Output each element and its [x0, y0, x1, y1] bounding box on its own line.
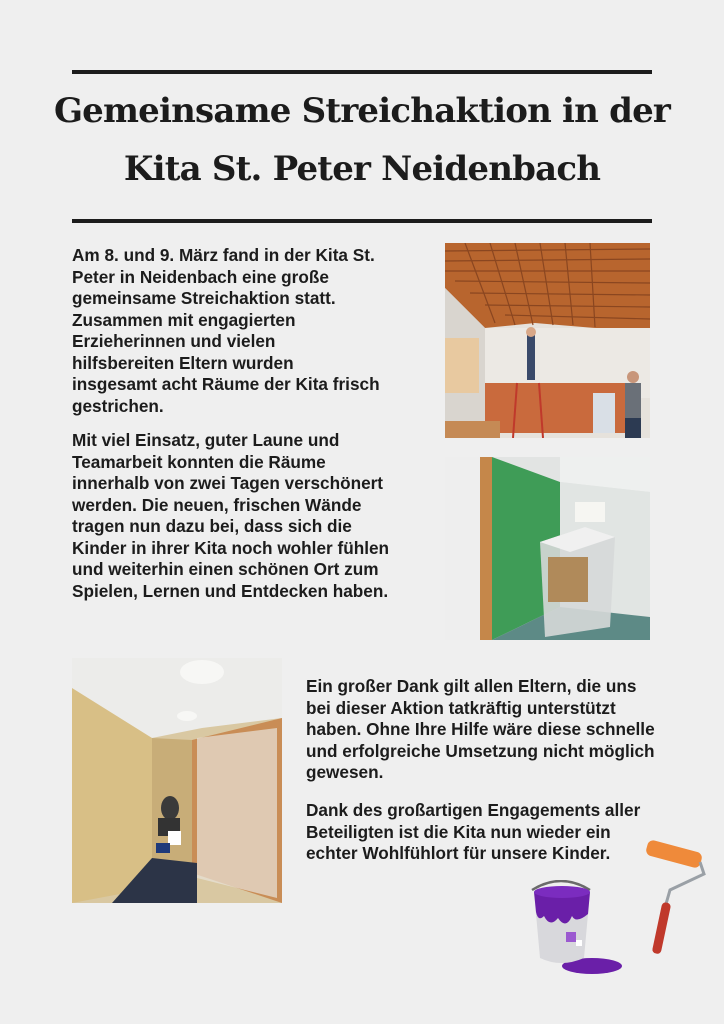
paint-bucket-icon: [526, 880, 624, 978]
paragraph-teamwork: Mit viel Einsatz, guter Laune und Teamarbeit konnten die Räume innerhalb von zwei Tagen verschönert werden. Die neuen, frischen Wände tragen nun dazu bei, dass sich die Kinder in ihrer Kita noch wohler fühlen und weiterhin einen schönen Ort zum Spielen, Lernen und Entdecken haben.: [72, 430, 390, 601]
title-line-1: Gemeinsame Streichaktion in der: [53, 91, 671, 131]
paragraph-intro: Am 8. und 9. März fand in der Kita St. Peter in Neidenbach eine große gemeinsame Streichaktion statt. Zusammen mit engagierten Erzieherinnen und vielen hilfsbereiten Eltern wurden insgesamt acht Räume der Kita frisch gestrichen.: [72, 245, 380, 416]
photo-green-wall-room: [445, 457, 650, 640]
photo-hallway-covered-cabinets: [72, 658, 282, 903]
top-divider: [72, 70, 652, 74]
paragraph-closing: Dank des großartigen Engagements aller Beteiligten ist die Kita nun wieder ein echter Wohlfühlort für unsere Kinder.: [306, 800, 641, 863]
page-title: [40, 82, 684, 198]
paragraph-thanks: Ein großer Dank gilt allen Eltern, die uns bei dieser Aktion tatkräftig unterstützt haben. Ohne Ihre Hilfe wäre diese schnelle und erfolgreiche Umsetzung nicht möglich gewesen.: [306, 676, 655, 782]
bottom-divider: [72, 219, 652, 223]
paint-roller-icon: [640, 838, 708, 958]
photo-wooden-ceiling-room: [445, 243, 650, 438]
title-line-2: Kita St. Peter Neidenbach: [123, 149, 601, 189]
